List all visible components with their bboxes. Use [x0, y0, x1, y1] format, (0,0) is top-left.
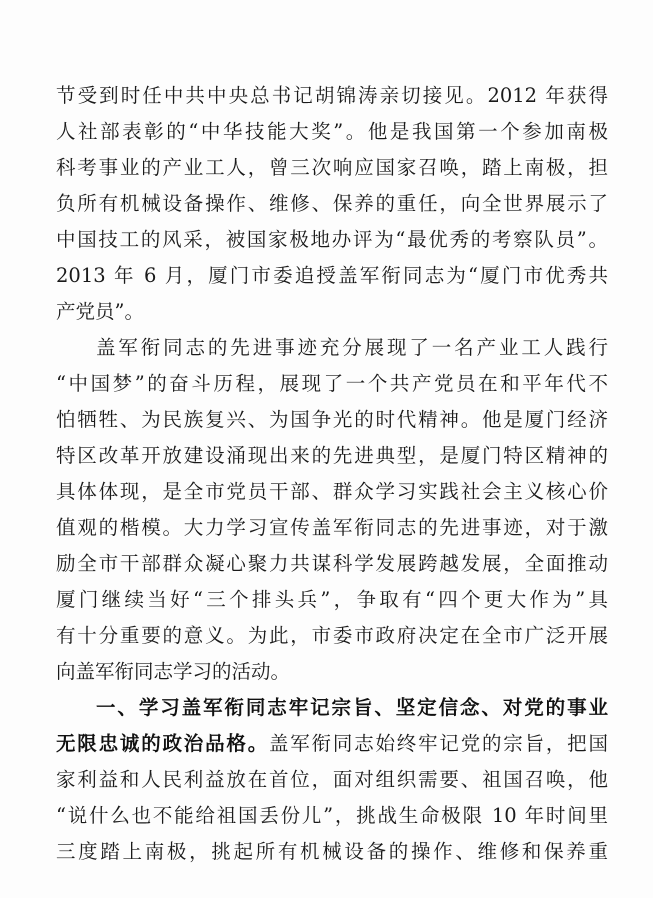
text-line: 2013 年 6 月，厦门市委追授盖军衔同志为“厦门市优秀共	[56, 264, 608, 287]
text-line: 中国技工的风采，被国家极地办评为“最优秀的考察队员”。	[56, 228, 608, 251]
document-body	[56, 78, 608, 870]
text-segment: 盖军衔同志始终牢记党的宗旨，把国	[269, 732, 608, 755]
text-line: 怕牺牲、为民族复兴、为国争光的时代精神。他是厦门经济	[56, 408, 608, 431]
text-line: 科考事业的产业工人，曾三次响应国家召唤，踏上南极，担	[56, 156, 608, 179]
text-line: 产党员”。	[56, 300, 144, 323]
text-line: 三度踏上南极，挑起所有机械设备的操作、维修和保养重	[56, 840, 608, 863]
text-line: 负所有机械设备操作、维修、保养的重任，向全世界展示了	[56, 192, 608, 215]
section-heading: 一、学习盖军衔同志牢记宗旨、坚定信念、对党的事业	[96, 696, 608, 719]
text-line: 家利益和人民利益放在首位，面对组织需要、祖国召唤，他	[56, 768, 608, 791]
text-line: 值观的楷模。大力学习宣传盖军衔同志的先进事迹，对于激	[56, 516, 608, 539]
text-line: “说什么也不能给祖国丢份儿”，挑战生命极限 10 年时间里	[56, 804, 608, 827]
text-line: 盖军衔同志的先进事迹充分展现了一名产业工人践行	[96, 336, 608, 359]
text-line	[56, 726, 608, 762]
text-line: 人社部表彰的“中华技能大奖”。他是我国第一个参加南极	[56, 120, 608, 143]
text-line: 有十分重要的意义。为此，市委市政府决定在全市广泛开展	[56, 624, 608, 647]
text-line: 向盖军衔同志学习的活动。	[56, 660, 291, 683]
text-line: 具体体现，是全市党员干部、群众学习实践社会主义核心价	[56, 480, 608, 503]
text-line: “中国梦”的奋斗历程，展现了一个共产党员在和平年代不	[56, 372, 608, 395]
text-line: 节受到时任中共中央总书记胡锦涛亲切接见。2012 年获得	[56, 84, 608, 107]
section-heading-continuation: 无限忠诚的政治品格。	[56, 732, 269, 755]
text-line: 励全市干部群众凝心聚力共谋科学发展跨越发展，全面推动	[56, 552, 608, 575]
text-line: 特区改革开放建设涌现出来的先进典型，是厦门特区精神的	[56, 444, 608, 467]
text-line: 厦门继续当好“三个排头兵”，争取有“四个更大作为”具	[56, 588, 608, 611]
